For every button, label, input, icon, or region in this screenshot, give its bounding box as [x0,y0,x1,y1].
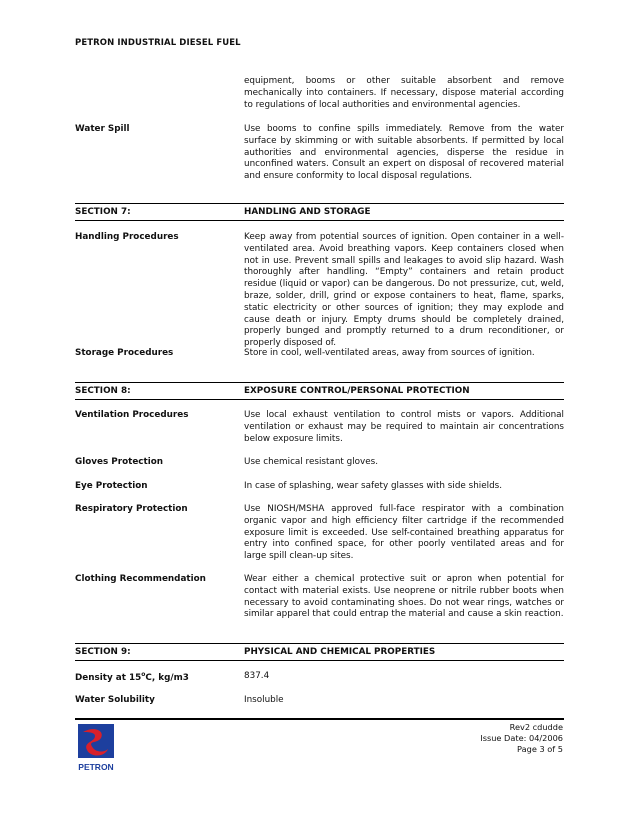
gloves-label: Gloves Protection [75,457,164,467]
section-7-header [75,203,564,221]
density-label-prefix: Density at 15 [75,672,142,683]
storage-label: Storage Procedures [75,348,174,358]
section-9-header [75,643,564,661]
section-9-title: PHYSICAL AND CHEMICAL PROPERTIES [244,647,436,657]
density-label-degree: o [141,671,146,678]
clothing-text: Wear either a chemical protective suit or apron when potential for contact with material exists. Use neoprene or nitrile rubber boots when necessary to avoid contaminating shoes. Do not wear rings, watches or similar apparel that could entrap the material and cause a skin reaction. [244,574,564,620]
section-7-number: SECTION 7: [75,207,131,217]
solubility-label: Water Solubility [75,695,155,705]
solubility-value: Insoluble [244,695,284,705]
water-spill-text: Use booms to confine spills immediately. Remove from the water surface by skimming or with suitable absorbents. If permitted by local authorities and environmental agencies, disperse the residue in unconfined waters. Consult an expert on disposal of recovered material and ensure conformity to local disposal regulations. [244,124,564,182]
footer-divider [75,718,564,720]
document-title: PETRON INDUSTRIAL DIESEL FUEL [75,38,241,48]
petron-logo [75,724,117,772]
section-9-number: SECTION 9: [75,647,131,657]
ventilation-text: Use local exhaust ventilation to control mists or vapors. Additional ventilation or exhaust may be required to maintain air concentrations below exposure limits. [244,410,564,444]
respiratory-text: Use NIOSH/MSHA approved full-face respirator with a combination organic vapor and high efficiency filter cartridge if the recommended exposure limit is exceeded. Use self-contained breathing apparatus for entry into confined space, for other poorly ventilated areas and for large spill clean-up sites. [244,504,564,562]
handling-text: Keep away from potential sources of ignition. Open container in a well-ventilated area. Avoid breathing vapors. Keep containers closed when not in use. Prevent small spills and leakages to avoid slip hazard. Wash thoroughly after handling. “Empty” containers and retain product residue (liquid or vapor) can be dangerous. Do not pressurize, cut, weld, braze, solder, drill, grind or expose containers to heat, flame, sparks, static electricity or other sources of ignition; they may explode and cause death or injury. Empty drums should be completely drained, properly bunged and promptly returned to a drum reconditioner, or properly disposed of. [244,232,564,349]
footer-info [480,722,563,755]
handling-label: Handling Procedures [75,232,179,242]
section-8-title: EXPOSURE CONTROL/PERSONAL PROTECTION [244,386,470,396]
logo-wordmark: PETRON [78,762,114,772]
water-spill-label: Water Spill [75,124,130,134]
storage-text: Store in cool, well-ventilated areas, away from sources of ignition. [244,348,535,358]
section-8-header [75,382,564,400]
section-8-number: SECTION 8: [75,386,131,396]
continued-text: equipment, booms or other suitable absorbent and remove mechanically into containers. If necessary, dispose material according to regulations of local authorities and environmental agencies. [244,76,564,110]
density-value: 837.4 [244,671,270,681]
eye-label: Eye Protection [75,481,148,491]
ventilation-label: Ventilation Procedures [75,410,189,420]
density-label-suffix: C, kg/m3 [145,672,189,683]
page-number-text: Page 3 of 5 [517,744,563,754]
petron-logo-icon [75,724,117,772]
issue-date-text: Issue Date: 04/2006 [480,733,563,743]
clothing-label: Clothing Recommendation [75,574,206,584]
eye-text: In case of splashing, wear safety glasses with side shields. [244,481,503,491]
section-7-title: HANDLING AND STORAGE [244,207,371,217]
revision-text: Rev2 cdudde [509,722,563,732]
gloves-text: Use chemical resistant gloves. [244,457,379,467]
respiratory-label: Respiratory Protection [75,504,188,514]
density-label [75,671,240,683]
